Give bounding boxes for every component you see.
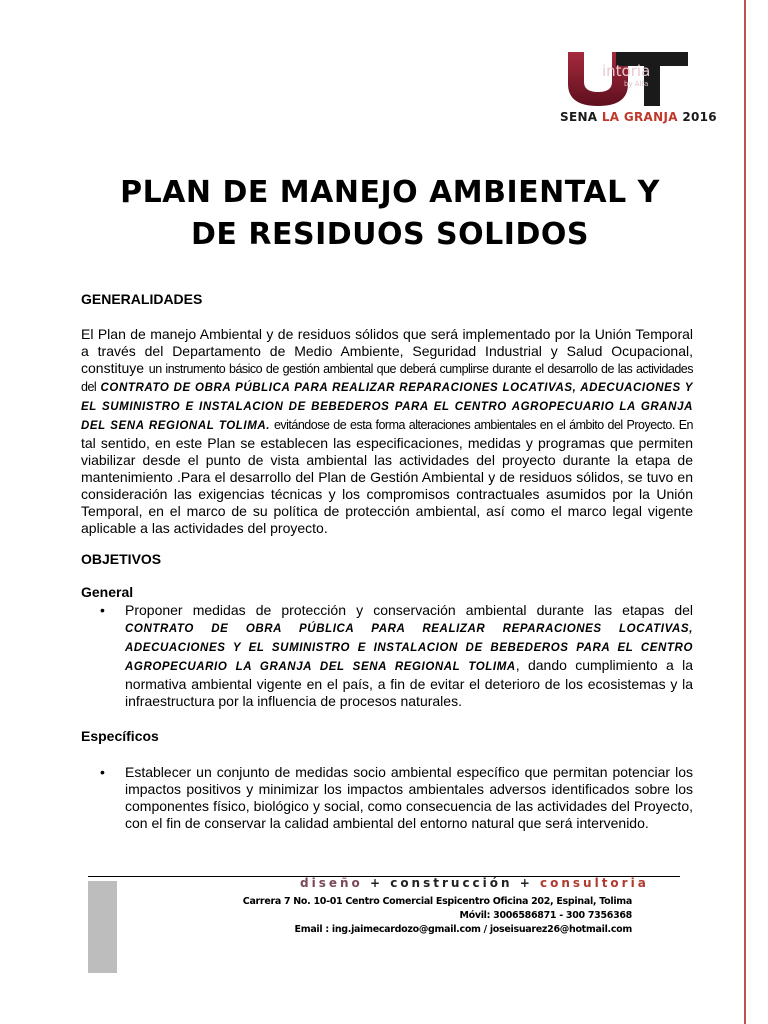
logo-granja-text: LA GRANJA (601, 110, 678, 124)
footer-gray-bar (88, 881, 117, 973)
generalidades-text-4: tal sentido, en este Plan se establecen las especificaciones, medidas y programas que permiten viabilizar desde el punto de vista ambiental las actividades del proyecto durante la etapa de mantenimiento .Para el desarrollo del Plan de Gestión Ambiental y de residuos sólidos, se tuvo en consideración las exigencias técnicas y los compromisos contractuales asumidos por la Unión Temporal, en el marco de su política de protección ambiental, así como el marco legal vigente aplicable a las actividades del proyecto. (81, 435, 693, 536)
generalidades-paragraph (81, 326, 693, 537)
logo-year-text: 2016 (682, 110, 717, 124)
bullet-general: • (100, 602, 105, 618)
bullet-especificos: • (100, 764, 105, 780)
logo-overlay-text: intoria (602, 62, 651, 80)
general-objective-text (125, 602, 693, 710)
generalidades-contract-name: CONTRATO DE OBRA PÚBLICA PARA REALIZAR REPARACIONES LOCATIVAS, ADECUACIONES Y EL SUMINISTRO E INSTALACION DE BEBEDEROS PARA EL CENTRO AGROPECUARIO LA GRANJA DEL SENA REGIONAL TOLIMA. (81, 382, 694, 432)
company-logo (560, 48, 717, 128)
tagline-construccion: construcción (390, 876, 513, 890)
subheading-especificos: Específicos (81, 728, 159, 744)
tagline-consultoria: consultoria (540, 876, 649, 890)
logo-sena-text: SENA (560, 110, 598, 124)
footer-email: Email : ing.jaimecardozo@gmail.com / joseisuarez26@hotmail.com (294, 924, 632, 935)
subheading-general: General (81, 584, 134, 600)
general-objective-post: , dando cumplimiento a la normativa ambiental vigente en el país, a fin de evitar el deterioro de los ecosistemas y la infraestructura por la influencia de procesos naturales. (125, 657, 693, 709)
document-title (60, 172, 720, 256)
section-heading-generalidades: GENERALIDADES (81, 291, 203, 307)
generalidades-text-1: El Plan de manejo Ambiental y de residuos sólidos que será implementado por la Unión Temporal a través del Departamento de Medio Ambiente, Seguridad Industrial y Salud Ocupacional, constituye (81, 326, 693, 376)
general-objective-pre: Proponer medidas de protección y conservación ambiental durante las etapas del (125, 602, 693, 618)
footer-tagline (300, 876, 649, 890)
logo-caption (560, 110, 720, 124)
logo-small-text: by Alfa (624, 80, 649, 88)
title-line-2: DE RESIDUOS SOLIDOS (191, 217, 589, 252)
tagline-diseno: diseño (300, 876, 363, 890)
title-line-1: PLAN DE MANEJO AMBIENTAL Y (120, 175, 660, 210)
generalidades-text-2: un instrumento básico de gestión ambiental que deberá cumplirse durante el desarrollo de las actividades del (81, 362, 694, 394)
general-objective-contract: CONTRATO DE OBRA PÚBLICA PARA REALIZAR REPARACIONES LOCATIVAS, ADECUACIONES Y EL SUMINISTRO E INSTALACION DE BEBEDEROS PARA EL CENTRO AGROPECUARIO LA GRANJA DEL SENA REGIONAL TOLIMA (125, 623, 693, 673)
tagline-sep-1: + (362, 876, 391, 890)
section-heading-objetivos: OBJETIVOS (81, 551, 162, 567)
generalidades-text-3: evitándose de esta forma alteraciones ambientales en el ámbito del Proyecto. En (270, 418, 693, 432)
footer-address: Carrera 7 No. 10-01 Centro Comercial Espicentro Oficina 202, Espinal, Tolima (242, 896, 632, 907)
page-edge-rule (744, 0, 746, 1024)
tagline-sep-2: + (512, 876, 540, 890)
especificos-objective-text: Establecer un conjunto de medidas socio ambiental específico que permitan potenciar los impactos positivos y minimizar los impactos ambientales adversos identificados sobre los componentes físico, biológico y social, como consecuencia de las actividades del Proyecto, con el fin de conservar la calidad ambiental del entorno natural que será intervenido. (125, 764, 693, 831)
footer-phone: Móvil: 3006586871 - 300 7356368 (459, 910, 632, 921)
